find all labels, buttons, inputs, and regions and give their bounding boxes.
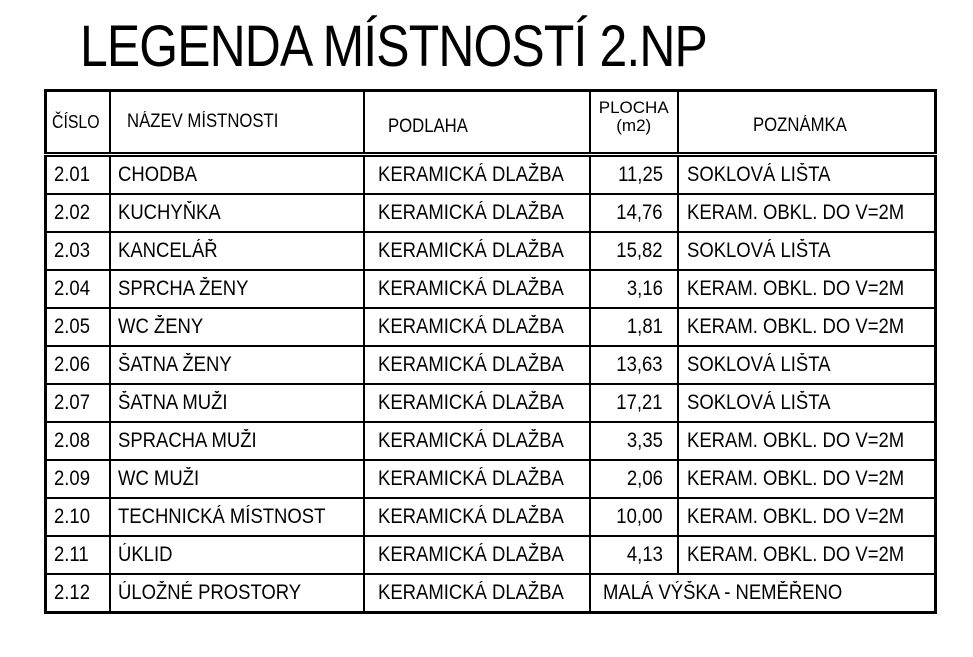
cell-number: 2.12	[46, 574, 110, 613]
cell-floor: KERAMICKÁ DLAŽBA	[364, 232, 590, 270]
cell-name: ÚLOŽNÉ PROSTORY	[110, 574, 364, 613]
cell-number: 2.10	[46, 498, 110, 536]
cell-floor: KERAMICKÁ DLAŽBA	[364, 384, 590, 422]
cell-number: 2.05	[46, 308, 110, 346]
cell-name: SPRCHA ŽENY	[110, 270, 364, 308]
cell-area: 13,63	[590, 346, 678, 384]
cell-note: KERAM. OBKL. DO V=2M	[678, 422, 935, 460]
cell-note: KERAM. OBKL. DO V=2M	[678, 498, 935, 536]
cell-number: 2.02	[46, 194, 110, 232]
cell-floor: KERAMICKÁ DLAŽBA	[364, 155, 590, 195]
cell-area: 3,35	[590, 422, 678, 460]
header-row	[46, 91, 936, 155]
cell-area: 1,81	[590, 308, 678, 346]
header-area-line1: PLOCHA	[598, 98, 669, 117]
table-row	[46, 232, 936, 270]
cell-number: 2.04	[46, 270, 110, 308]
header-area	[590, 91, 678, 155]
table-row	[46, 422, 936, 460]
cell-area: 2,06	[590, 460, 678, 498]
cell-name: SPRACHA MUŽI	[110, 422, 364, 460]
cell-merged-note: MALÁ VÝŠKA - NEMĚŘENO	[590, 574, 935, 613]
cell-note: SOKLOVÁ LIŠTA	[678, 155, 935, 195]
table-row	[46, 536, 936, 574]
cell-number: 2.07	[46, 384, 110, 422]
cell-floor: KERAMICKÁ DLAŽBA	[364, 460, 590, 498]
table-row	[46, 308, 936, 346]
cell-floor: KERAMICKÁ DLAŽBA	[364, 574, 590, 613]
cell-note: SOKLOVÁ LIŠTA	[678, 384, 935, 422]
table-row	[46, 155, 936, 195]
header-area-line2: (m2)	[616, 116, 652, 135]
cell-name: KUCHYŇKA	[110, 194, 364, 232]
cell-area: 3,16	[590, 270, 678, 308]
cell-area: 15,82	[590, 232, 678, 270]
room-legend-table	[44, 89, 937, 614]
cell-note: SOKLOVÁ LIŠTA	[678, 346, 935, 384]
cell-area: 4,13	[590, 536, 678, 574]
cell-note: SOKLOVÁ LIŠTA	[678, 232, 935, 270]
cell-number: 2.01	[46, 155, 110, 195]
cell-note: KERAM. OBKL. DO V=2M	[678, 460, 935, 498]
cell-name: TECHNICKÁ MÍSTNOST	[110, 498, 364, 536]
cell-note: KERAM. OBKL. DO V=2M	[678, 270, 935, 308]
cell-number: 2.11	[46, 536, 110, 574]
cell-number: 2.03	[46, 232, 110, 270]
cell-area: 17,21	[590, 384, 678, 422]
header-name: NÁZEV MÍSTNOSTI	[110, 91, 364, 155]
cell-floor: KERAMICKÁ DLAŽBA	[364, 308, 590, 346]
cell-area: 10,00	[590, 498, 678, 536]
cell-note: KERAM. OBKL. DO V=2M	[678, 194, 935, 232]
header-floor: PODLAHA	[364, 91, 590, 155]
table-row	[46, 384, 936, 422]
header-note: POZNÁMKA	[678, 91, 935, 155]
table-row	[46, 194, 936, 232]
table-row	[46, 498, 936, 536]
table-body	[46, 155, 936, 613]
cell-floor: KERAMICKÁ DLAŽBA	[364, 270, 590, 308]
table-row	[46, 346, 936, 384]
table-row-last	[46, 574, 936, 613]
table-row	[46, 270, 936, 308]
cell-floor: KERAMICKÁ DLAŽBA	[364, 536, 590, 574]
cell-name: ŠATNA MUŽI	[110, 384, 364, 422]
page-title: LEGENDA MÍSTNOSTÍ 2.NP	[80, 14, 707, 79]
cell-area: 11,25	[590, 155, 678, 195]
cell-note: KERAM. OBKL. DO V=2M	[678, 536, 935, 574]
cell-note: KERAM. OBKL. DO V=2M	[678, 308, 935, 346]
cell-number: 2.06	[46, 346, 110, 384]
cell-number: 2.08	[46, 422, 110, 460]
cell-number: 2.09	[46, 460, 110, 498]
cell-name: KANCELÁŘ	[110, 232, 364, 270]
cell-name: CHODBA	[110, 155, 364, 195]
table-row	[46, 460, 936, 498]
cell-floor: KERAMICKÁ DLAŽBA	[364, 422, 590, 460]
cell-name: WC ŽENY	[110, 308, 364, 346]
cell-floor: KERAMICKÁ DLAŽBA	[364, 498, 590, 536]
cell-name: ÚKLID	[110, 536, 364, 574]
cell-floor: KERAMICKÁ DLAŽBA	[364, 346, 590, 384]
cell-area: 14,76	[590, 194, 678, 232]
cell-floor: KERAMICKÁ DLAŽBA	[364, 194, 590, 232]
header-number: ČÍSLO	[46, 91, 110, 155]
cell-name: WC MUŽI	[110, 460, 364, 498]
cell-name: ŠATNA ŽENY	[110, 346, 364, 384]
